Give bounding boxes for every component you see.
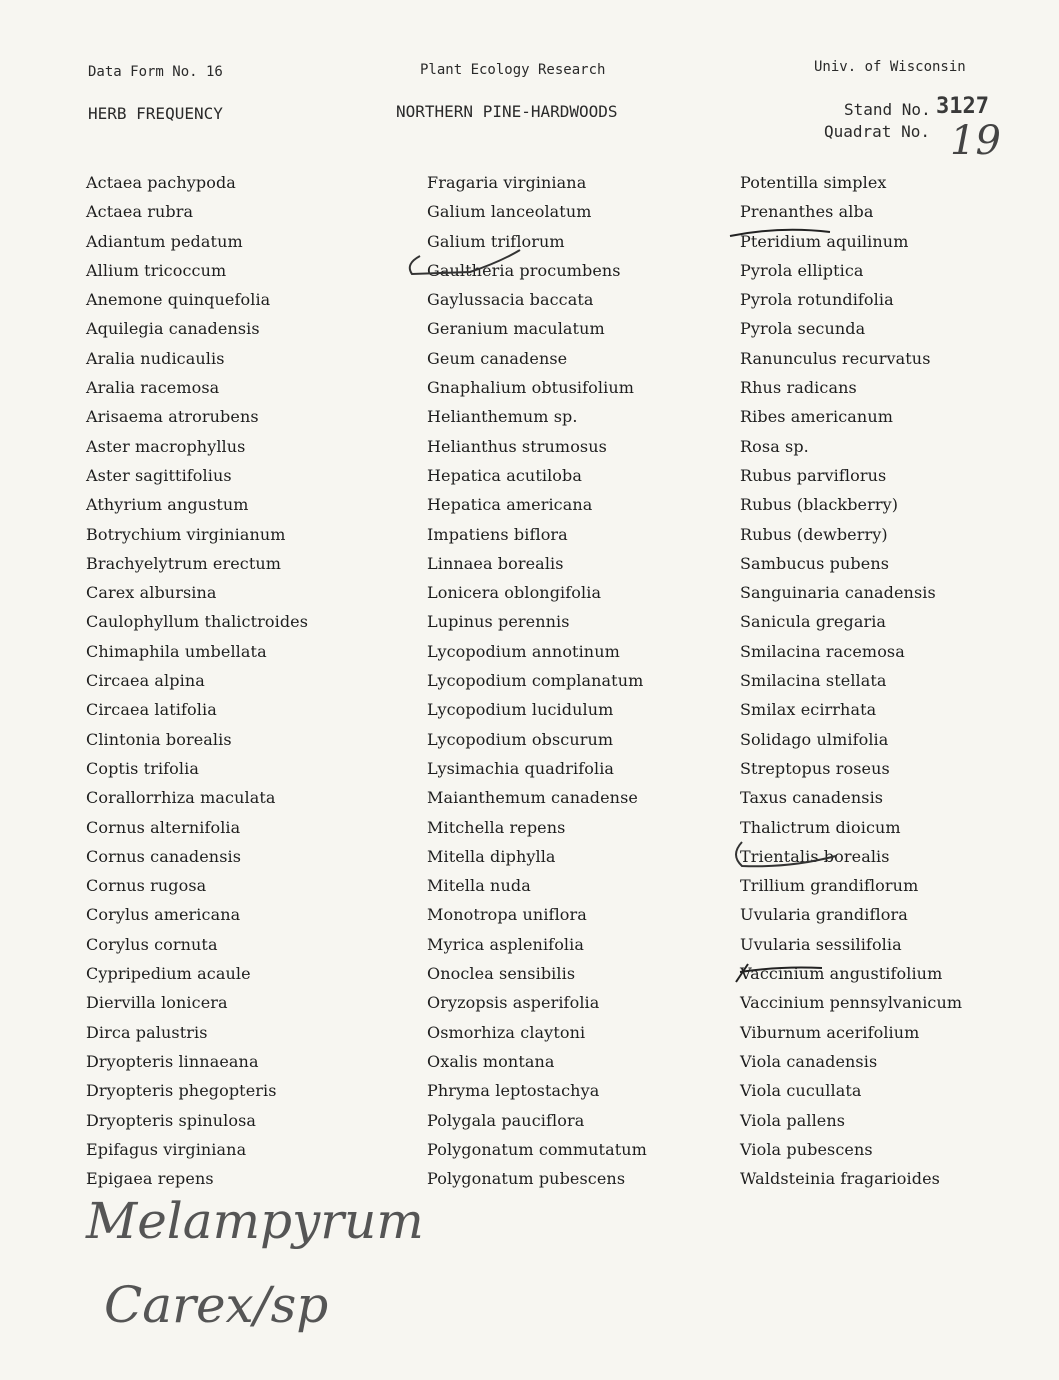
species-item: Viola pallens: [740, 1110, 846, 1130]
species-item: Myrica asplenifolia: [427, 934, 585, 954]
handwritten-note-2: Carex/sp: [104, 1276, 329, 1334]
species-item: Smilacina stellata: [740, 671, 887, 691]
species-item: Corylus cornuta: [86, 934, 218, 954]
species-item: Monotropa uniflora: [427, 905, 587, 925]
species-item: Sambucus pubens: [740, 553, 890, 573]
species-item: Impatiens biflora: [427, 524, 568, 544]
stand-label: Stand No.: [844, 100, 931, 119]
quadrat-label: Quadrat No.: [824, 122, 930, 141]
species-item: Circaea latifolia: [86, 700, 217, 720]
species-item: Polygala pauciflora: [427, 1110, 585, 1130]
species-item: Oryzopsis asperifolia: [427, 993, 600, 1013]
species-item: Clintonia borealis: [86, 729, 232, 749]
species-item: Galium lanceolatum: [427, 202, 592, 222]
species-item: Geranium maculatum: [427, 319, 605, 339]
species-item: Circaea alpina: [86, 671, 205, 691]
forest-type: NORTHERN PINE-HARDWOODS: [396, 102, 618, 121]
species-item: Lycopodium obscurum: [427, 729, 614, 749]
species-item: Sanguinaria canadensis: [740, 583, 936, 603]
species-column-1: [86, 168, 308, 1193]
species-item: Taxus canadensis: [740, 788, 884, 808]
species-item: Brachyelytrum erectum: [86, 553, 282, 573]
university-name: Univ. of Wisconsin: [814, 59, 966, 75]
species-item: Smilacina racemosa: [740, 641, 905, 661]
species-item: Rosa sp.: [740, 436, 809, 456]
species-item: Hepatica acutiloba: [427, 465, 583, 485]
species-item: Cornus canadensis: [86, 846, 242, 866]
species-item: Galium triflorum: [427, 231, 565, 251]
species-item: Phryma leptostachya: [427, 1081, 600, 1101]
species-item: Lysimachia quadrifolia: [427, 758, 615, 778]
species-item: Mitella nuda: [427, 876, 531, 896]
species-item: Thalictrum dioicum: [740, 817, 901, 837]
species-item: Corylus americana: [86, 905, 241, 925]
species-item: Smilax ecirrhata: [740, 700, 877, 720]
species-item: Dirca palustris: [86, 1022, 208, 1042]
species-item: Lycopodium annotinum: [427, 641, 620, 661]
species-item: Rubus (dewberry): [740, 524, 888, 544]
species-item: Rubus (blackberry): [740, 495, 899, 515]
species-item: Lupinus perennis: [427, 612, 570, 632]
species-item: Aralia racemosa: [86, 378, 220, 398]
species-item: Lonicera oblongifolia: [427, 583, 602, 603]
species-item: Prenanthes alba: [740, 202, 874, 222]
species-item: Vaccinium pennsylvanicum: [740, 993, 963, 1013]
species-item: Dryopteris phegopteris: [86, 1081, 277, 1101]
species-item: Coptis trifolia: [86, 758, 199, 778]
species-item: Epigaea repens: [86, 1169, 214, 1189]
species-item: Diervilla lonicera: [86, 993, 228, 1013]
species-item: Athyrium angustum: [86, 495, 249, 515]
species-item: Mitella diphylla: [427, 846, 556, 866]
species-item: Pyrola secunda: [740, 319, 866, 339]
species-item: Dryopteris spinulosa: [86, 1110, 257, 1130]
species-item: Trientalis borealis: [740, 846, 890, 866]
species-item: Actaea rubra: [86, 202, 194, 222]
species-item: Osmorhiza claytoni: [427, 1022, 586, 1042]
species-item: Hepatica americana: [427, 495, 593, 515]
research-title: Plant Ecology Research: [420, 62, 606, 78]
species-item: Geum canadense: [427, 348, 568, 368]
species-item: Solidago ulmifolia: [740, 729, 889, 749]
stand-value: 3127: [936, 94, 989, 119]
species-item: Onoclea sensibilis: [427, 964, 576, 984]
species-item: Fragaria virginiana: [427, 173, 587, 192]
species-item: Dryopteris linnaeana: [86, 1051, 259, 1071]
species-item: Chimaphila umbellata: [86, 641, 267, 661]
species-item: Viola cucullata: [740, 1081, 862, 1101]
species-item: Carex albursina: [86, 583, 217, 603]
species-item: Sanicula gregaria: [740, 612, 887, 632]
species-item: Ranunculus recurvatus: [740, 348, 931, 368]
form-title: HERB FREQUENCY: [88, 104, 223, 123]
species-item: Helianthus strumosus: [427, 436, 607, 456]
species-item: Oxalis montana: [427, 1051, 555, 1071]
species-item: Mitchella repens: [427, 817, 566, 837]
species-item: Cornus rugosa: [86, 876, 207, 896]
species-item: Arisaema atrorubens: [86, 407, 259, 427]
species-column-2: [427, 168, 647, 1193]
species-item: Aralia nudicaulis: [86, 348, 225, 368]
species-item: Streptopus roseus: [740, 758, 890, 778]
species-item: Polygonatum pubescens: [427, 1169, 626, 1189]
species-item: Maianthemum canadense: [427, 788, 638, 808]
species-item: Uvularia grandiflora: [740, 905, 908, 925]
species-item: Pyrola rotundifolia: [740, 290, 894, 310]
species-item: Uvularia sessilifolia: [740, 934, 902, 954]
species-item: Gaylussacia baccata: [427, 290, 594, 310]
species-item: Aster macrophyllus: [86, 436, 246, 456]
species-item: Anemone quinquefolia: [86, 290, 271, 310]
species-item: Cornus alternifolia: [86, 817, 241, 837]
species-item: Viola pubescens: [740, 1139, 873, 1159]
species-item: Pyrola elliptica: [740, 260, 864, 280]
species-item: Allium tricoccum: [86, 260, 227, 280]
species-item: Waldsteinia fragarioides: [740, 1169, 940, 1189]
species-item: Epifagus virginiana: [86, 1139, 247, 1159]
species-item: Pteridium aquilinum: [740, 231, 909, 251]
species-item: Cypripedium acaule: [86, 964, 251, 984]
species-item: Adiantum pedatum: [86, 231, 243, 251]
species-item: Ribes americanum: [740, 407, 893, 427]
species-item: Vaccinium angustifolium: [740, 964, 943, 984]
species-item: Aster sagittifolius: [86, 465, 232, 485]
species-item: Polygonatum commutatum: [427, 1139, 647, 1159]
species-item: Linnaea borealis: [427, 553, 564, 573]
quadrat-value: 19: [950, 118, 1001, 164]
species-item: Helianthemum sp.: [427, 407, 578, 427]
species-item: Aquilegia canadensis: [86, 319, 260, 339]
species-item: Viburnum acerifolium: [740, 1022, 920, 1042]
species-item: Actaea pachypoda: [86, 173, 236, 192]
species-item: Potentilla simplex: [740, 173, 887, 192]
species-item: Rubus parviflorus: [740, 465, 887, 485]
species-item: Caulophyllum thalictroides: [86, 612, 309, 632]
species-item: Lycopodium lucidulum: [427, 700, 614, 720]
species-item: Trillium grandiflorum: [740, 876, 919, 896]
species-item: Lycopodium complanatum: [427, 671, 644, 691]
species-item: Rhus radicans: [740, 378, 857, 398]
species-item: Corallorrhiza maculata: [86, 788, 276, 808]
species-column-3: [740, 168, 962, 1193]
species-item: Gaultheria procumbens: [427, 260, 621, 280]
form-number: Data Form No. 16: [88, 64, 223, 80]
handwritten-note-1: Melampyrum: [86, 1192, 424, 1250]
species-item: Botrychium virginianum: [86, 524, 286, 544]
species-item: Viola canadensis: [740, 1051, 878, 1071]
species-item: Gnaphalium obtusifolium: [427, 378, 635, 398]
